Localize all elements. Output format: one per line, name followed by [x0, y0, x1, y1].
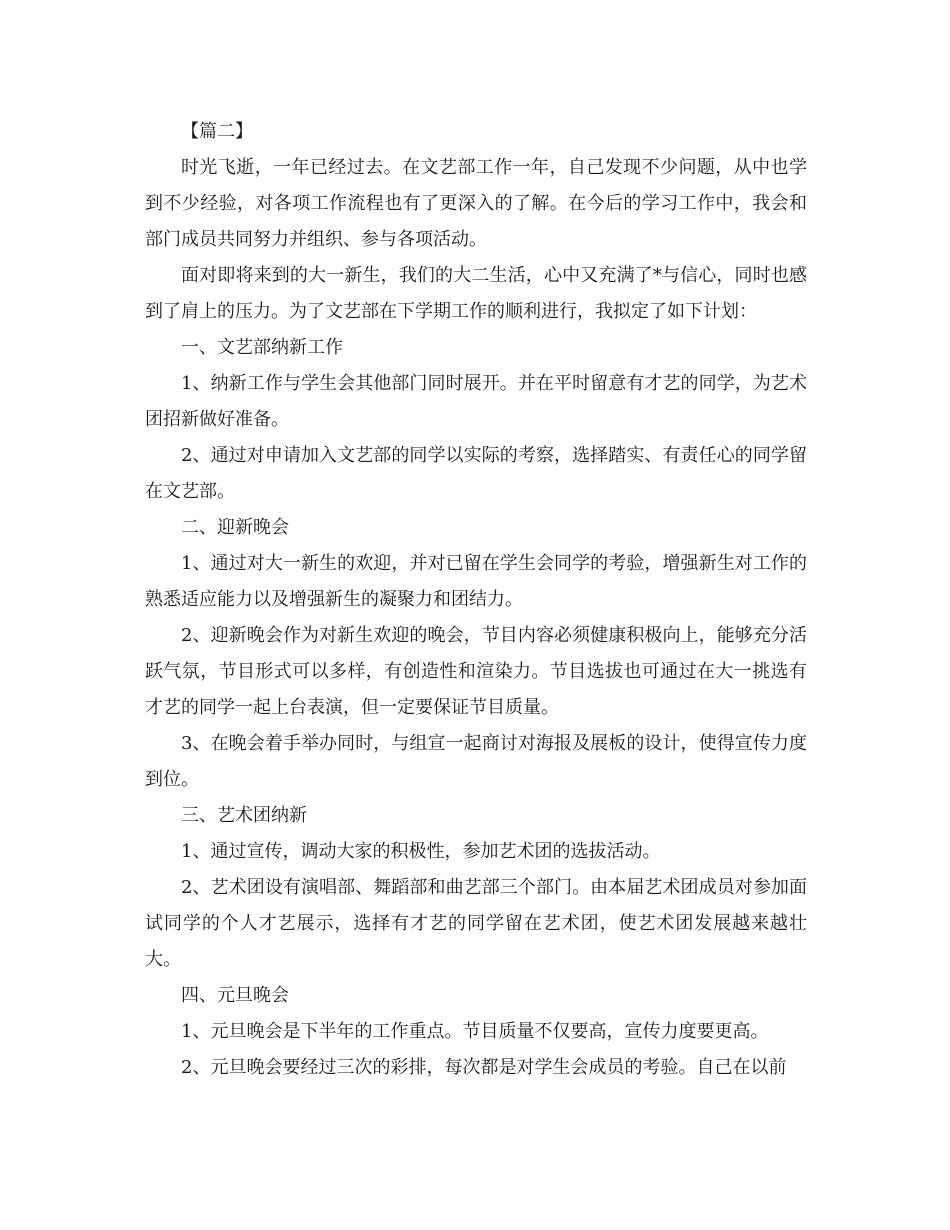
document-body: [145, 114, 807, 1086]
paragraph-3: 1、纳新工作与学生会其他部门同时展开。并在平时留意有才艺的同学，为艺术团招新做好准备。: [145, 373, 807, 430]
paragraph-6: 2、迎新晚会作为对新生欢迎的晚会，节目内容必须健康积极向上，能够充分活跃气氛，节目形式可以多样，有创造性和渲染力。节目选拔也可通过在大一挑选有才艺的同学一起上台表演，但一定要保证节目质量。: [145, 625, 807, 718]
paragraph-1: 时光飞逝，一年已经过去。在文艺部工作一年，自己发现不少问题，从中也学到不少经验，对各项工作流程也有了更深入的了解。在今后的学习工作中，我会和部门成员共同努力并组织、参与各项活动。: [145, 157, 807, 250]
paragraph-4: 2、通过对申请加入文艺部的同学以实际的考察，选择踏实、有责任心的同学留在文艺部。: [145, 445, 807, 502]
heading-1: 一、文艺部纳新工作: [181, 337, 343, 358]
paragraph-9: 2、艺术团设有演唱部、舞蹈部和曲艺部三个部门。由本届艺术团成员对参加面试同学的个人才艺展示，选择有才艺的同学留在艺术团，使艺术团发展越来越壮大。: [145, 877, 807, 970]
heading-2: 二、迎新晚会: [181, 517, 289, 538]
heading-4: 四、元旦晚会: [181, 985, 289, 1006]
paragraph-10: 1、元旦晚会是下半年的工作重点。节目质量不仅要高，宣传力度要更高。: [181, 1021, 769, 1042]
paragraph-11: 2、元旦晚会要经过三次的彩排，每次都是对学生会成员的考验。自己在以前: [181, 1057, 787, 1078]
paragraph-2: 面对即将来到的大一新生，我们的大二生活，心中又充满了*与信心，同时也感到了肩上的压力。为了文艺部在下学期工作的顺利进行，我拟定了如下计划：: [145, 265, 807, 322]
paragraph-5: 1、通过对大一新生的欢迎，并对已留在学生会同学的考验，增强新生对工作的熟悉适应能力以及增强新生的凝聚力和团结力。: [145, 553, 807, 610]
paragraph-8: 1、通过宣传，调动大家的积极性，参加艺术团的选拔活动。: [181, 841, 661, 862]
heading-3: 三、艺术团纳新: [181, 805, 307, 826]
section-label: 【篇二】: [181, 121, 253, 142]
paragraph-7: 3、在晚会着手举办同时，与组宣一起商讨对海报及展板的设计，使得宣传力度到位。: [145, 733, 807, 790]
